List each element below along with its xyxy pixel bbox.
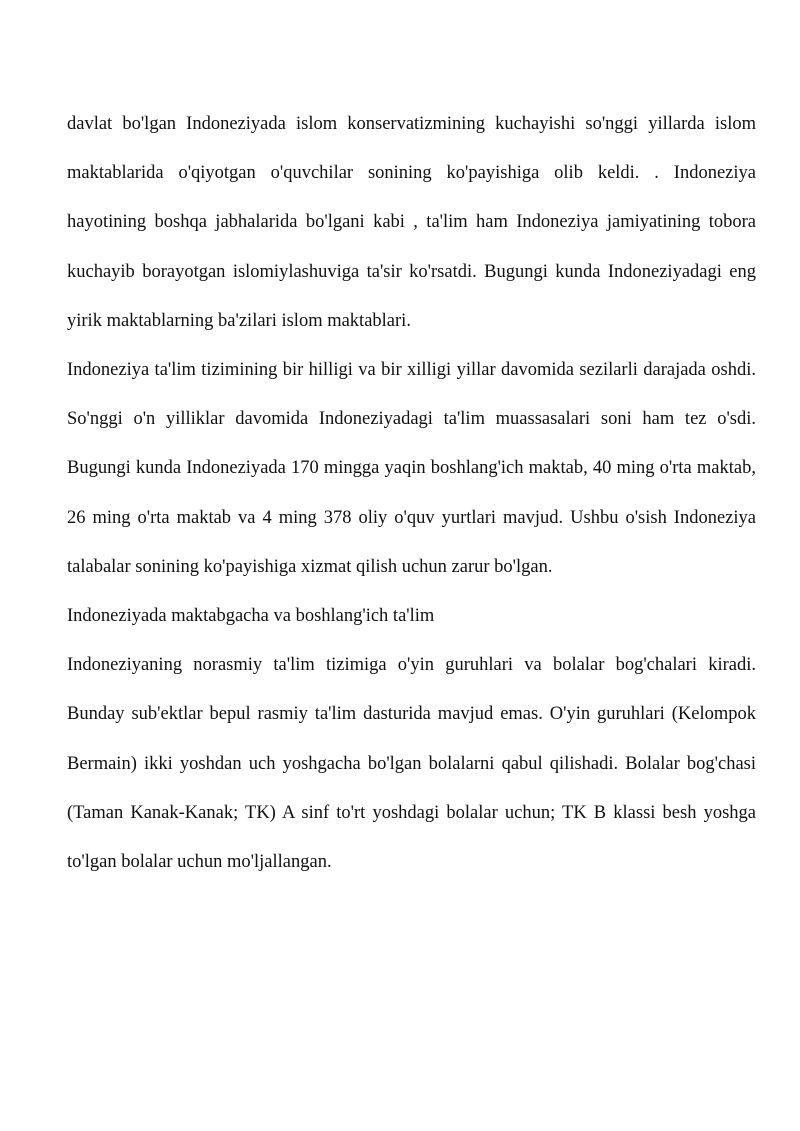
paragraph-preschool: Indoneziyaning norasmiy ta'lim tizimiga o'yin guruhlari va bolalar bog'chalari kiradi. Bunday sub'ektlar bepul rasmiy ta'lim dasturida mavjud emas. O'yin guruhlari (Kelompok Bermain) ikki yoshdan uch yoshgacha bo'lgan bolalarni qabul qilishadi. Bolalar bog'chasi (Taman Kanak-Kanak; TK) A sinf to'rt yoshdagi bolalar uchun; TK B klassi besh yoshga to'lgan bolalar uchun mo'ljallangan. — [67, 655, 756, 873]
paragraph-education-growth: Indoneziya ta'lim tizimining bir hilligi va bir xilligi yillar davomida sezilarli darajada oshdi. So'nggi o'n yilliklar davomida Indoneziyadagi ta'lim muassasalari soni ham tez o'sdi. Bugungi kunda Indoneziyada 170 mingga yaqin boshlang'ich maktab, 40 ming o'rta maktab, 26 ming o'rta maktab va 4 ming 378 oliy o'quv yurtlari mavjud. Ushbu o'sish Indoneziya talabalar sonining ko'payishiga xizmat qilish uchun zarur bo'lgan. — [67, 360, 756, 577]
document-page — [67, 100, 756, 887]
paragraph-islamic-schools: davlat bo'lgan Indoneziyada islom konservatizmining kuchayishi so'nggi yillarda islom maktablarida o'qiyotgan o'quvchilar sonining ko'payishiga olib keldi. . Indoneziya hayotining boshqa jabhalarida bo'lgani kabi , ta'lim ham Indoneziya jamiyatining tobora kuchayib borayotgan islomiylashuviga ta'sir ko'rsatdi. Bugungi kunda Indoneziyadagi eng yirik maktablarning ba'zilari islom maktablari. — [67, 114, 756, 331]
section-heading: Indoneziyada maktabgacha va boshlang'ich ta'lim — [67, 606, 435, 627]
